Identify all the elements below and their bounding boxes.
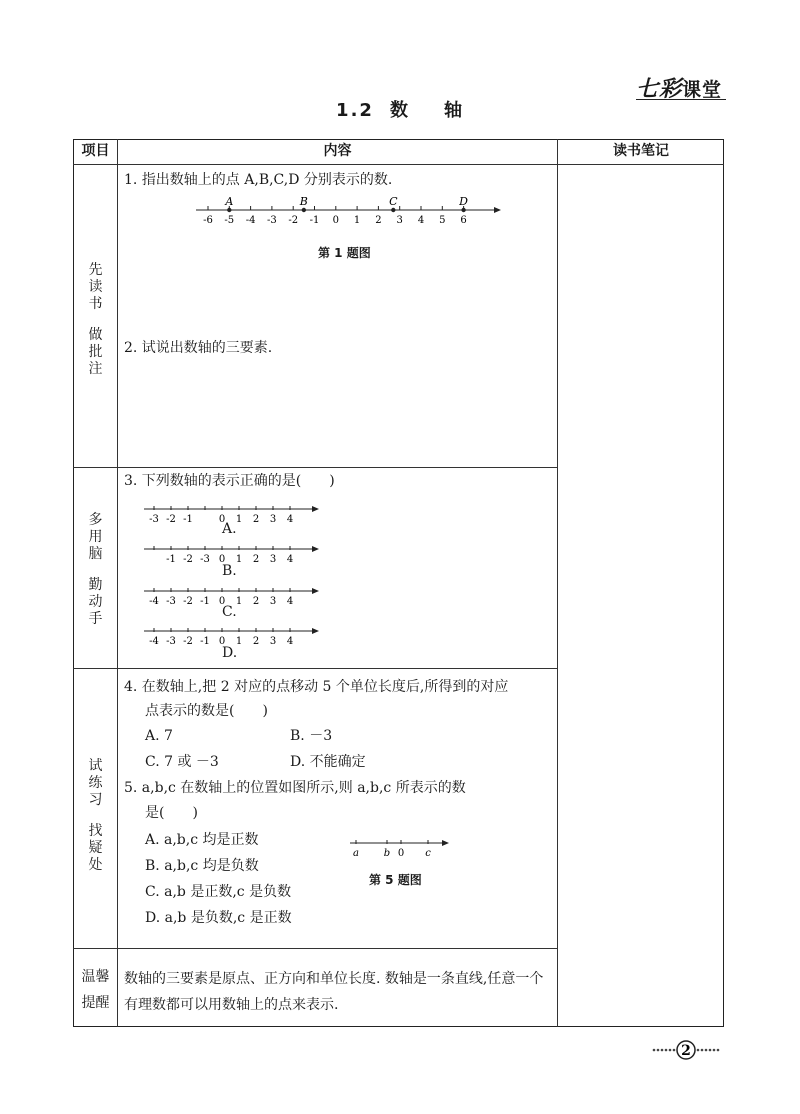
tick-label: 3 — [269, 596, 277, 607]
title-word2: 轴 — [443, 100, 464, 121]
brand-prefix: 七彩 — [636, 77, 683, 102]
header-item: 项目 — [81, 143, 110, 159]
tick-label: 0 — [218, 636, 226, 647]
point-a — [227, 208, 231, 212]
tick-label: 4 — [286, 514, 294, 525]
divider-col1 — [117, 139, 118, 1027]
question-5-option-b: B. a,b,c 均是负数 — [145, 858, 259, 874]
tick-label: 4 — [286, 596, 294, 607]
question-1: 1. 指出数轴上的点 A,B,C,D 分别表示的数. — [124, 172, 393, 188]
section-label-tip: 温馨 提醒 — [81, 969, 110, 1011]
question-2: 2. 试说出数轴的三要素. — [124, 340, 273, 356]
tick-label: c — [425, 848, 431, 859]
axis-arrow — [312, 588, 319, 594]
header-notes: 读书笔记 — [613, 143, 669, 159]
title-number: 1.2 — [336, 100, 374, 121]
question-4-line2: 点表示的数是( ) — [145, 703, 268, 719]
tick-label: 4 — [417, 215, 425, 226]
tick-label: -2 — [288, 215, 299, 226]
point-c — [391, 208, 395, 212]
tick-label: 6 — [460, 215, 467, 226]
question-5-option-c: C. a,b 是正数,c 是负数 — [145, 884, 292, 900]
axis-arrow — [494, 207, 501, 213]
tick-label: 0 — [218, 514, 226, 525]
tick-label: 3 — [396, 215, 403, 226]
divider-header — [73, 164, 724, 165]
point-label: C — [389, 195, 398, 208]
axis-arrow — [312, 628, 319, 634]
tick-label: 3 — [269, 554, 277, 565]
tick-label: -3 — [166, 636, 176, 647]
point-label: D — [459, 195, 469, 208]
tick-label: -4 — [245, 215, 256, 226]
section-label-think: 多 用 脑 勤 动 手 — [88, 512, 103, 627]
question-4-option-d: D. 不能确定 — [290, 754, 366, 770]
question-3: 3. 下列数轴的表示正确的是( ) — [124, 473, 335, 489]
tick-label: -2 — [183, 554, 193, 565]
tick-label: 1 — [353, 215, 361, 226]
tick-label: -1 — [200, 596, 210, 607]
axis-arrow — [442, 840, 449, 846]
option-c-label: C. — [222, 604, 237, 620]
section-label-read: 先 读 书 做 批 注 — [88, 262, 103, 377]
tick-label: 0 — [397, 848, 405, 859]
option-b-label: B. — [222, 563, 237, 579]
tick-label: 3 — [269, 514, 277, 525]
tick-label: 2 — [252, 596, 260, 607]
axis-arrow — [312, 546, 319, 552]
tick-label: -2 — [183, 636, 193, 647]
figure-caption-q1: 第 1 题图 — [318, 246, 371, 260]
figure-caption-q5: 第 5 题图 — [369, 873, 422, 887]
option-a-label: A. — [222, 521, 237, 537]
tick-label: -1 — [183, 514, 193, 525]
number-line-q1 — [196, 192, 506, 232]
tick-label: -2 — [166, 514, 176, 525]
tick-label: -1 — [166, 554, 176, 565]
tick-label: 2 — [252, 636, 260, 647]
point-label: B — [299, 195, 308, 208]
tick-label: -3 — [166, 596, 176, 607]
tick-label: -3 — [267, 215, 277, 226]
tick-label: -6 — [203, 215, 213, 226]
reminder-text: 数轴的三要素是原点、正方向和单位长度. 数轴是一条直线,任意一个有理数都可以用数轴上的点来表示. — [124, 971, 544, 1013]
tick-label: 4 — [286, 554, 294, 565]
tick-label: -4 — [149, 636, 159, 647]
brand-suffix: 课堂 — [682, 79, 723, 101]
tick-label: 2 — [252, 554, 260, 565]
tick-label: -3 — [149, 514, 159, 525]
question-5-option-d: D. a,b 是负数,c 是正数 — [145, 910, 292, 926]
divider-col2 — [557, 139, 558, 1027]
tick-label: b — [383, 848, 391, 859]
question-5-option-a: A. a,b,c 均是正数 — [145, 832, 259, 848]
tick-label: -1 — [200, 636, 210, 647]
question-5-line2: 是( ) — [145, 805, 198, 821]
divider-s2 — [73, 668, 557, 669]
question-4-option-c: C. 7 或 －3 — [145, 754, 219, 770]
question-4-option-a: A. 7 — [145, 728, 173, 744]
page-number-badge — [648, 1040, 724, 1060]
page-number: 2 — [681, 1043, 691, 1059]
tick-label: -2 — [183, 596, 193, 607]
tick-label: a — [353, 848, 359, 859]
tick-label: -3 — [200, 554, 210, 565]
divider-s1 — [73, 467, 557, 468]
header-content: 内容 — [323, 143, 352, 159]
tick-label: 5 — [439, 215, 446, 226]
tick-label: 0 — [332, 215, 339, 226]
question-5-line1: 5. a,b,c 在数轴上的位置如图所示,则 a,b,c 所表示的数 — [124, 780, 466, 796]
tick-label: -4 — [149, 596, 159, 607]
tick-label: 1 — [235, 554, 243, 565]
tick-label: 0 — [218, 554, 226, 565]
option-d-label: D. — [222, 645, 238, 661]
tick-label: 0 — [218, 596, 226, 607]
tick-label: -5 — [224, 215, 235, 226]
question-4-option-b: B. －3 — [290, 728, 333, 744]
tick-label: 1 — [235, 636, 243, 647]
number-line-q5 — [350, 835, 450, 859]
tick-label: 1 — [235, 596, 243, 607]
divider-s3 — [73, 948, 557, 949]
question-4-line1: 4. 在数轴上,把 2 对应的点移动 5 个单位长度后,所得到的对应 — [124, 679, 509, 695]
tick-label: 3 — [269, 636, 277, 647]
axis-arrow — [312, 506, 319, 512]
title-word1: 数 — [389, 100, 410, 121]
section-label-practice: 试 练 习 找 疑 处 — [88, 758, 103, 873]
tick-label: 2 — [375, 215, 382, 226]
tick-label: 2 — [252, 514, 260, 525]
point-label: A — [225, 195, 234, 208]
point-b — [302, 208, 306, 212]
tick-label: 4 — [286, 636, 294, 647]
tick-label: 1 — [235, 514, 243, 525]
tick-label: -1 — [309, 215, 320, 226]
point-d — [461, 208, 465, 212]
page-title — [0, 96, 800, 122]
